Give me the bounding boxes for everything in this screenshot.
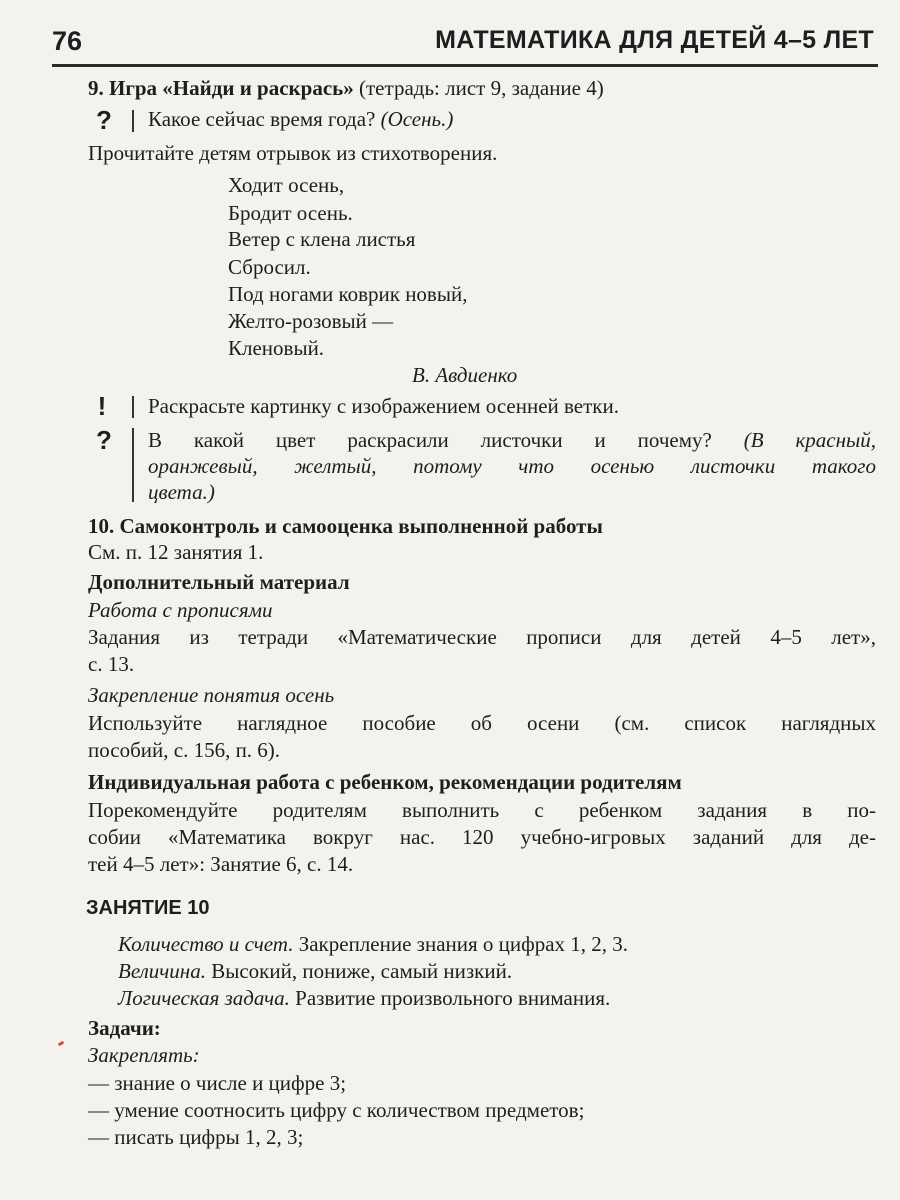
marker-bar (132, 396, 134, 418)
individual-text: Порекомендуйте родителям выполнить с ребенком задания в по- (88, 798, 876, 822)
self-control-text: См. п. 12 занятия 1. (88, 540, 264, 564)
extra-text: с. 13. (88, 652, 135, 676)
lesson-topic-label: Логическая задача. (118, 986, 290, 1010)
lesson-title: ЗАНЯТИЕ 10 (86, 897, 210, 919)
poem-line: Под ногами коврик новый, (228, 282, 468, 306)
lesson-topic-label: Количество и счет. (118, 932, 294, 956)
question-1-text: Какое сейчас время года? (148, 107, 381, 131)
extra-text: Задания из тетради «Математические прописи для детей 4–5 лет», (88, 625, 876, 649)
page-header (52, 22, 878, 67)
poem-line: Сбросил. (228, 255, 311, 279)
marker-bar (132, 428, 134, 502)
lesson-topic-label: Величина. (118, 959, 206, 983)
lesson-topic (118, 958, 512, 984)
poem-line: Бродит осень. (228, 201, 353, 225)
lesson-topic-text: Высокий, пониже, самый низкий. (205, 959, 513, 983)
question-1 (148, 106, 453, 132)
question-2-answer: (В красный, (743, 428, 876, 452)
extra-sub-heading: Работа с прописями (88, 598, 273, 622)
game-ref: (тетрадь: лист 9, задание 4) (353, 76, 604, 100)
extra-title: Дополнительный материал (88, 570, 350, 594)
poem-instruction: Прочитайте детям отрывок из стихотворения. (88, 141, 498, 165)
task-item: — писать цифры 1, 2, 3; (88, 1125, 304, 1149)
exclamation-mark-icon: ! (97, 391, 107, 421)
lesson-topic (118, 985, 610, 1011)
extra-text: пособий, с. 156, п. 6). (88, 738, 281, 762)
running-title: МАТЕМАТИКА ДЛЯ ДЕТЕЙ 4–5 ЛЕТ (435, 26, 874, 54)
poem-author: В. Авдиенко (412, 363, 518, 387)
task-item: — умение соотносить цифру с количеством предметов; (88, 1098, 585, 1122)
question-2-text: В какой цвет раскрасили листочки и почему? (148, 428, 744, 452)
game-heading (88, 75, 604, 101)
extra-sub-heading: Закрепление понятия осень (88, 683, 335, 707)
extra-text: Используйте наглядное пособие об осени (см. список наглядных (88, 711, 876, 735)
task-item: — знание о числе и цифре 3; (88, 1071, 347, 1095)
lesson-topic (118, 931, 628, 957)
ink-mark (58, 1041, 65, 1047)
question-mark-icon: ? (96, 425, 112, 455)
individual-text: собии «Математика вокруг нас. 120 учебно-игровых заданий для де- (88, 825, 876, 849)
question-2-line (148, 427, 876, 453)
question-1-answer: (Осень.) (380, 107, 454, 131)
poem-line: Ветер с клена листья (228, 227, 416, 251)
poem-line: Ходит осень, (228, 173, 345, 197)
question-mark-icon: ? (96, 105, 112, 135)
question-2-answer-line: цвета.) (148, 480, 215, 504)
lesson-topic-text: Закрепление знания о цифрах 1, 2, 3. (293, 932, 629, 956)
reinforce-heading: Закреплять: (88, 1043, 200, 1067)
individual-text: тей 4–5 лет»: Занятие 6, с. 14. (88, 852, 354, 876)
tasks-title: Задачи: (88, 1016, 161, 1040)
poem-line: Желто-розовый — (228, 309, 394, 333)
page-number: 76 (52, 26, 83, 56)
individual-title: Индивидуальная работа с ребенком, рекомендации родителям (88, 770, 682, 794)
game-title: 9. Игра «Найди и раскрась» (88, 76, 354, 100)
marker-bar (132, 110, 134, 132)
task-text: Раскрасьте картинку с изображением осенней ветки. (148, 394, 619, 418)
poem-line: Кленовый. (228, 336, 325, 360)
lesson-topic-text: Развитие произвольного внимания. (289, 986, 611, 1010)
self-control-title: 10. Самоконтроль и самооценка выполненной работы (88, 514, 603, 538)
question-2-answer-line: оранжевый, желтый, потому что осенью листочки такого (148, 454, 876, 478)
